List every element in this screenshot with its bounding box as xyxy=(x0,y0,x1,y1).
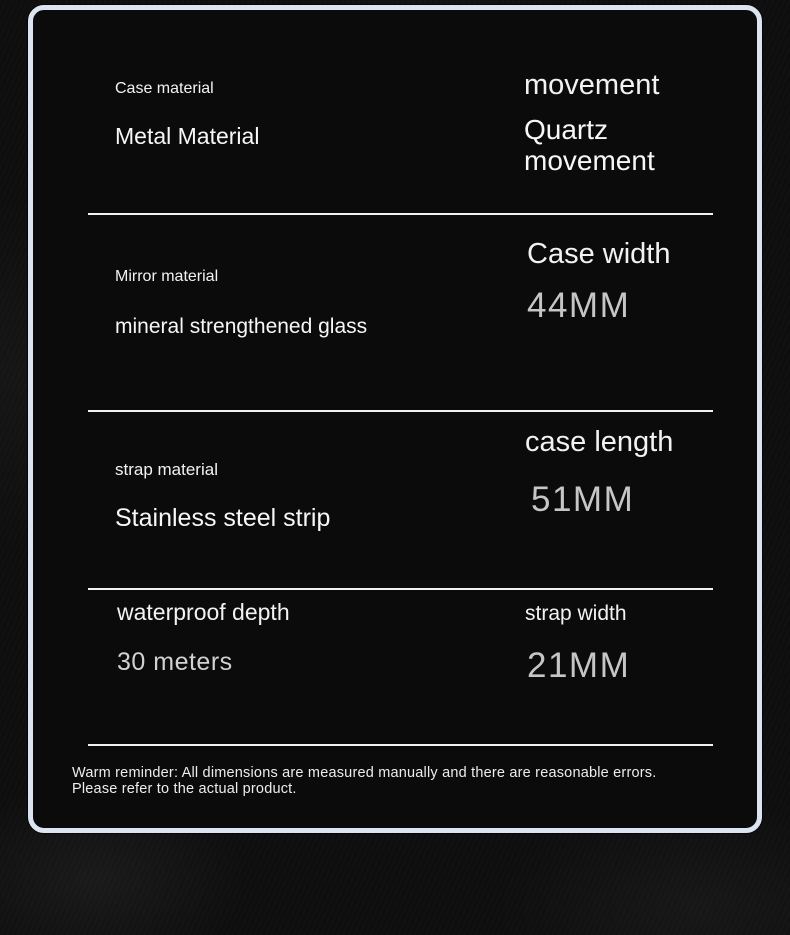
case-width-value: 44MM xyxy=(527,286,631,325)
strap-width-label: strap width xyxy=(525,602,627,625)
warm-reminder-text xyxy=(72,765,712,797)
case-material-value: Metal Material xyxy=(115,123,260,149)
case-width-label: Case width xyxy=(527,238,671,270)
case-length-label: case length xyxy=(525,426,674,458)
spec-row-waterproof-depth xyxy=(33,588,757,744)
movement-label: movement xyxy=(524,69,660,101)
reminder-section xyxy=(33,744,757,828)
mirror-material-value: mineral strengthened glass xyxy=(115,315,368,338)
case-length-value: 51MM xyxy=(531,480,635,519)
warm-reminder-line1: Warm reminder: All dimensions are measured manually and there are reasonable errors. xyxy=(72,765,657,781)
row-divider xyxy=(88,410,713,412)
strap-material-value: Stainless steel strip xyxy=(115,504,331,532)
spec-card xyxy=(28,5,762,833)
row-divider xyxy=(88,744,713,746)
waterproof-depth-value: 30 meters xyxy=(117,648,233,676)
waterproof-depth-label: waterproof depth xyxy=(117,599,290,625)
mirror-material-label: Mirror material xyxy=(115,268,219,285)
spec-row-strap-material xyxy=(33,410,757,588)
strap-width-value: 21MM xyxy=(527,646,631,685)
row-divider xyxy=(88,213,713,215)
spec-row-mirror-material xyxy=(33,213,757,410)
spec-row-case-material xyxy=(33,10,757,213)
movement-value: Quartz movement xyxy=(524,114,655,176)
warm-reminder-line2: Please refer to the actual product. xyxy=(72,781,297,797)
row-divider xyxy=(88,588,713,590)
case-material-label: Case material xyxy=(115,80,214,97)
strap-material-label: strap material xyxy=(115,460,218,479)
